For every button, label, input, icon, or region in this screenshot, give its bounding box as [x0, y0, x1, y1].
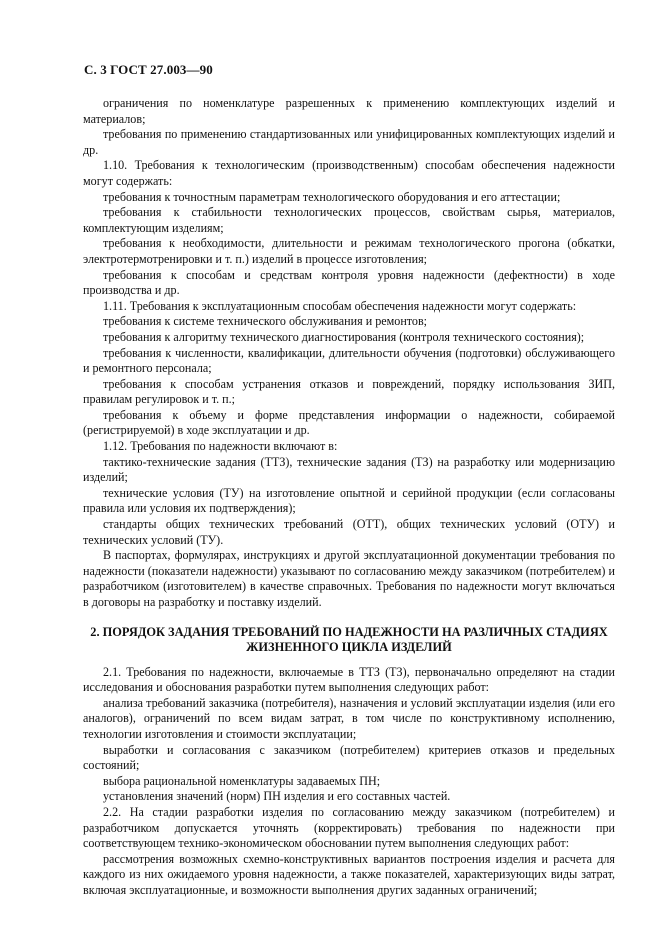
paragraph: ограничения по номенклатуре разрешенных к применению комплектующих изделий и материалов; [83, 96, 615, 126]
paragraph: 1.11. Требования к эксплуатационным способам обеспечения надежности могут содержать: [103, 298, 577, 313]
paragraph: требования к способам устранения отказов и повреждений, порядку использования ЗИП, правилам регулировок и т. п.; [83, 376, 615, 407]
paragraph: 1.10. Требования к технологическим (производственным) способам обеспечения надежности могут содержать: [83, 158, 615, 188]
paragraph: требования к точностным параметрам технологического оборудования и его аттестации; [103, 189, 561, 204]
paragraph: требования к численности, квалификации, длительности обучения (подготовки) обслуживающего и ремонтного персонала; [83, 345, 615, 376]
paragraph: технические условия (ТУ) на изготовление опытной и серийной продукции (если согласованы правила или условия их подтверждения); [83, 485, 615, 516]
paragraph: рассмотрения возможных схемно-конструктивных вариантов построения изделия и расчета для каждого из них ожидаемого уровня надежности, а также показателей, характеризующих виды затрат, включая эксплуатационные, и возможности выполнения других заданных ограничений; [83, 851, 615, 897]
paragraph: 2.1. Требования по надежности, включаемые в ТТЗ (ТЗ), первоначально определяют на стадии исследования и обоснования разработки путем выполнения следующих работ: [83, 664, 615, 695]
paragraph: требования к способам и средствам контроля уровня надежности (дефектности) в ходе производства и др. [83, 267, 615, 298]
section-heading: 2. ПОРЯДОК ЗАДАНИЯ ТРЕБОВАНИЙ ПО НАДЕЖНОСТИ НА РАЗЛИЧНЫХ СТАДИЯХ ЖИЗНЕННОГО ЦИКЛА ИЗДЕЛИЙ [90, 624, 608, 654]
paragraph: выбора рациональной номенклатуры задаваемых ПН; [103, 773, 381, 788]
paragraph: тактико-технические задания (ТТЗ), технические задания (ТЗ) на разработку или модернизацию изделий; [83, 454, 615, 485]
document-body [83, 96, 615, 899]
paragraph: анализа требований заказчика (потребителя), назначения и условий эксплуатации изделия (или его аналогов), ограничений по всем видам затрат, в том числе по конструктивному исполнению, технологии изготовления и стоимости эксплуатации; [83, 695, 615, 741]
paragraph: установления значений (норм) ПН изделия и его составных частей. [103, 789, 451, 804]
paragraph: стандарты общих технических требований (ОТТ), общих технических условий (ОТУ) и технических условий (ТУ). [83, 517, 615, 547]
paragraph: 2.2. На стадии разработки изделия по согласованию между заказчиком (потребителем) и разработчиком допускается уточнять (корректировать) требования по надежности при соответствующем технико-экономическом обосновании путем выполнения следующих работ: [83, 804, 615, 851]
paragraph: требования к необходимости, длительности и режимам технологического прогона (обкатки, электротермотренировки и т. п.) изделий в процессе изготовления; [83, 236, 615, 266]
paragraph: требования по применению стандартизованных или унифицированных комплектующих изделий и др. [83, 127, 615, 157]
paragraph: требования к стабильности технологических процессов, свойствам сырья, материалов, комплектующим изделиям; [83, 205, 615, 235]
paragraph: требования к объему и форме представления информации о надежности, собираемой (регистрируемой) в ходе эксплуатации и др. [83, 407, 615, 438]
paragraph: требования к системе технического обслуживания и ремонтов; [103, 314, 428, 329]
paragraph: 1.12. Требования по надежности включают в: [103, 439, 338, 454]
paragraph: выработки и согласования с заказчиком (потребителем) критериев отказов и предельных состояний; [83, 742, 615, 773]
paragraph: В паспортах, формулярах, инструкциях и другой эксплуатационной документации требования по надежности (показатели надежности) указывают по согласованию между заказчиком (потребителем) и разработчиком (изготовителем) в качестве справочных. Требования по надежности могут включаться в договоры на разработку и поставку изделий. [83, 548, 615, 609]
paragraph: требования к алгоритму технического диагностирования (контроля технического состояния); [103, 329, 585, 344]
page-header: С. 3 ГОСТ 27.003—90 [84, 62, 213, 77]
